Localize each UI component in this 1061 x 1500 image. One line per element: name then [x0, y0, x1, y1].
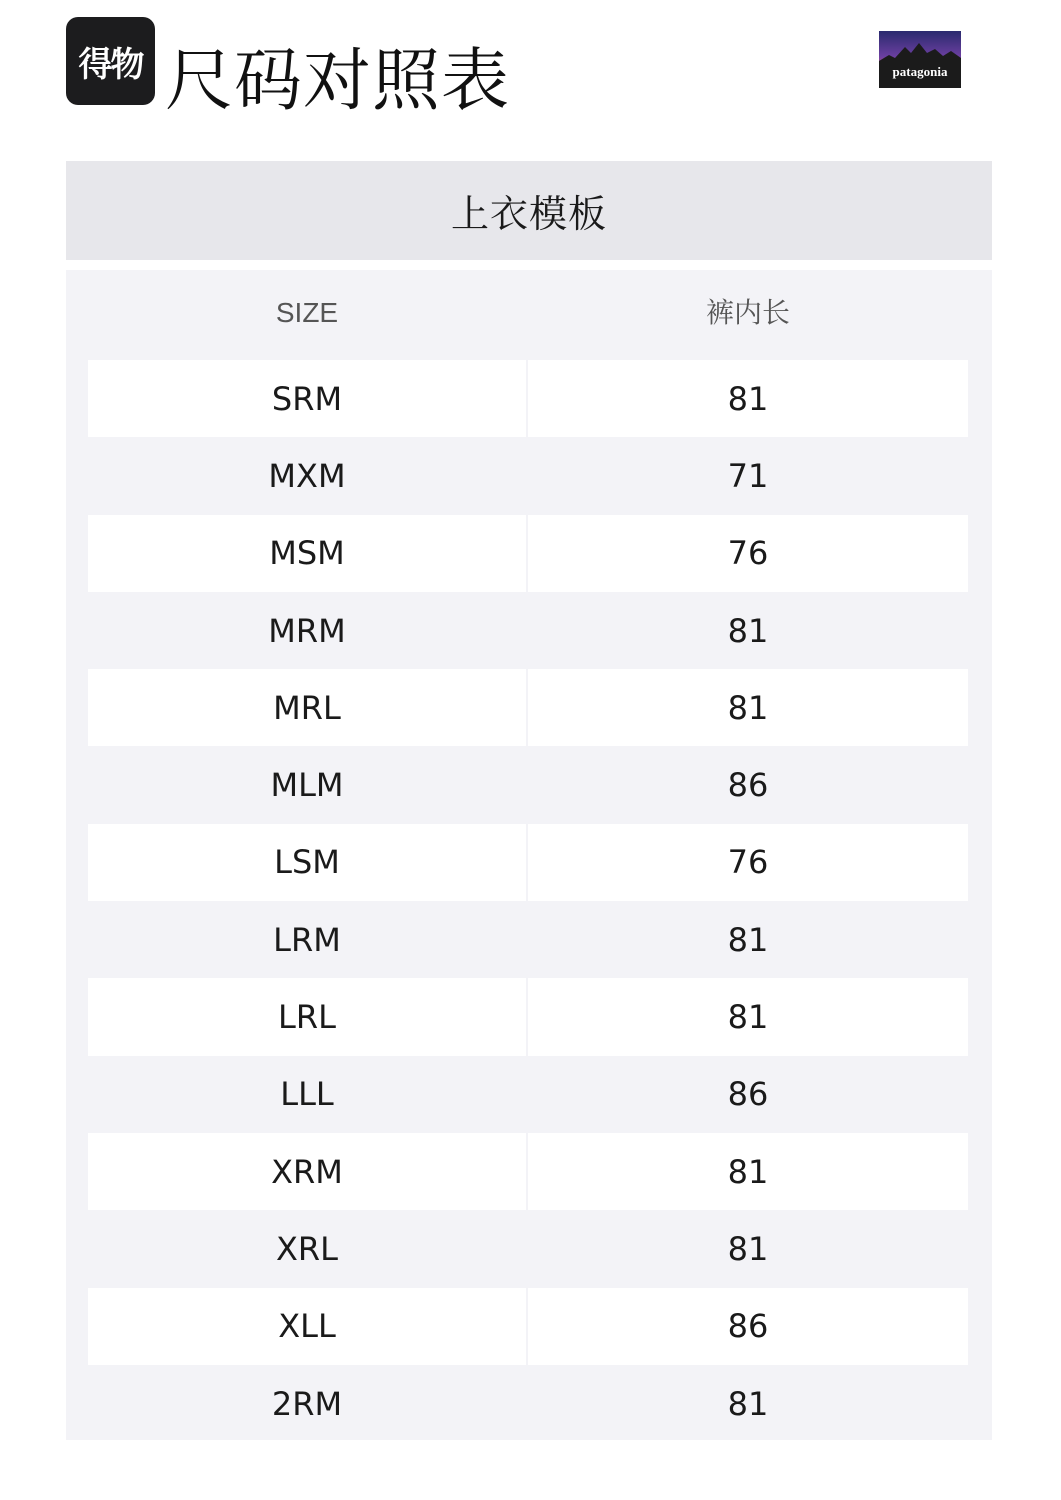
inseam-cell: 76 — [528, 515, 968, 592]
inseam-cell: 76 — [528, 824, 968, 901]
section-header — [66, 161, 992, 260]
size-cell: XLL — [88, 1288, 526, 1365]
table-row — [88, 901, 968, 978]
table-row — [88, 1133, 968, 1210]
size-cell: LRL — [88, 978, 526, 1055]
size-cell: SRM — [88, 360, 526, 437]
section-title: 上衣模板 — [450, 192, 607, 236]
inseam-cell: 86 — [727, 1075, 769, 1114]
size-cell: LRM — [273, 920, 341, 959]
brand-logo — [879, 31, 961, 88]
inseam-cell: 81 — [528, 669, 968, 746]
size-cell: XRL — [276, 1229, 338, 1268]
app-logo-text: 得物 — [78, 44, 143, 85]
size-cell: MLM — [270, 766, 344, 805]
size-cell: 2RM — [271, 1384, 343, 1423]
table-row — [88, 824, 968, 901]
table-row — [88, 978, 968, 1055]
table-row — [88, 1365, 968, 1442]
table-row — [88, 592, 968, 669]
table-row — [88, 360, 968, 437]
column-header-inseam: 裤内长 — [705, 296, 790, 329]
inseam-cell: 86 — [528, 1288, 968, 1365]
inseam-cell: 81 — [528, 1133, 968, 1210]
inseam-cell: 86 — [727, 766, 769, 805]
size-cell: MSM — [88, 515, 526, 592]
brand-logo-graphic — [879, 31, 961, 88]
size-table-body — [88, 360, 968, 1442]
table-row — [88, 1056, 968, 1133]
size-cell: MXM — [268, 456, 346, 495]
inseam-cell: 81 — [727, 611, 769, 650]
table-row — [88, 437, 968, 514]
inseam-cell: 81 — [727, 1229, 769, 1268]
size-cell: MRL — [88, 669, 526, 746]
brand-logo-text: patagonia — [892, 64, 948, 79]
table-row — [88, 1210, 968, 1287]
column-header-size: SIZE — [275, 297, 339, 328]
size-cell: LSM — [88, 824, 526, 901]
inseam-cell: 81 — [528, 360, 968, 437]
header — [0, 0, 1061, 150]
inseam-cell: 71 — [727, 456, 769, 495]
inseam-cell: 81 — [528, 978, 968, 1055]
inseam-cell: 81 — [727, 920, 769, 959]
table-row — [88, 669, 968, 746]
app-logo — [66, 17, 155, 105]
table-row — [88, 515, 968, 592]
size-cell: MRM — [268, 611, 346, 650]
table-row — [88, 1288, 968, 1365]
size-cell: XRM — [88, 1133, 526, 1210]
inseam-cell: 81 — [727, 1384, 769, 1423]
table-row — [88, 746, 968, 823]
page-title: 尺码对照表 — [165, 42, 511, 121]
size-cell: LLL — [280, 1075, 334, 1114]
